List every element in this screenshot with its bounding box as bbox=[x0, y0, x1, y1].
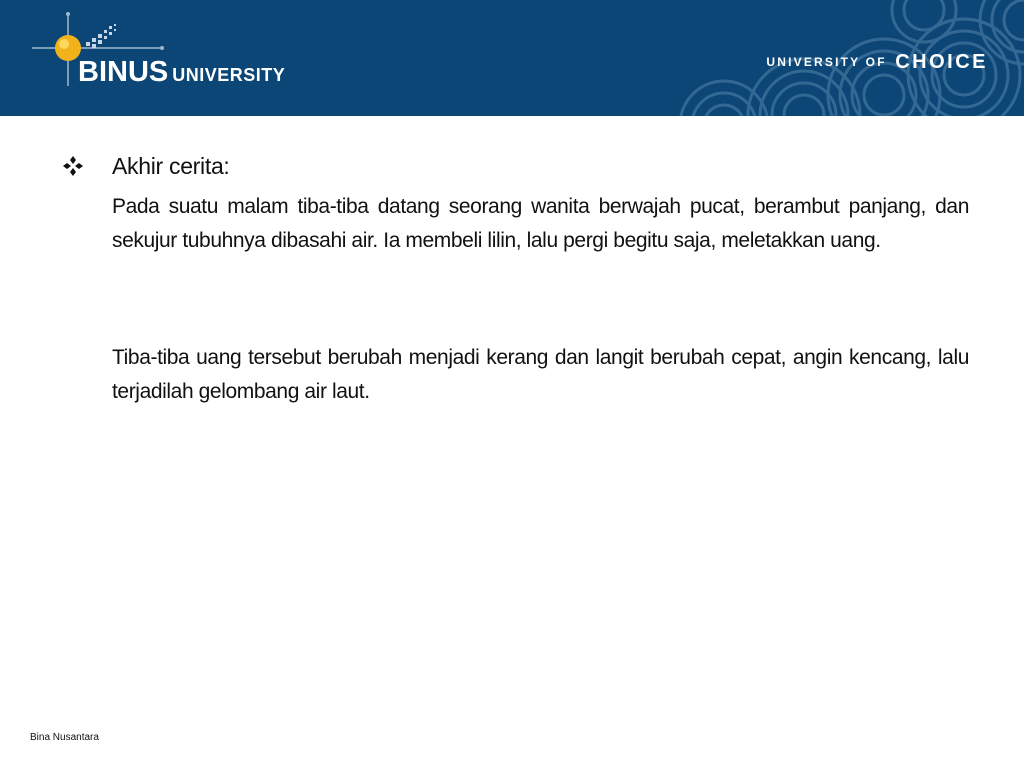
header-banner bbox=[0, 0, 1024, 116]
logo-primary-text: BINUS bbox=[78, 56, 169, 88]
logo-secondary-text: UNIVERSITY bbox=[172, 65, 286, 85]
tagline bbox=[766, 52, 988, 72]
paragraph: Tiba-tiba uang tersebut berubah menjadi kerang dan langit berubah cepat, angin kencang, lalu terjadilah gelombang air laut. bbox=[112, 346, 969, 403]
tagline-emphasis: CHOICE bbox=[895, 51, 988, 73]
section-heading: Akhir cerita: bbox=[112, 153, 230, 179]
tagline-prefix: UNIVERSITY OF bbox=[766, 55, 887, 69]
paragraph: Pada suatu malam tiba-tiba datang seorang wanita berwajah pucat, berambut panjang, dan sekujur tubuhnya dibasahi air. Ia membeli lilin, lalu pergi begitu saja, meletakkan uang. bbox=[112, 195, 969, 252]
binus-wordmark bbox=[78, 58, 285, 87]
diamond-bullet-icon bbox=[62, 155, 84, 177]
footer-text: Bina Nusantara bbox=[30, 732, 99, 743]
